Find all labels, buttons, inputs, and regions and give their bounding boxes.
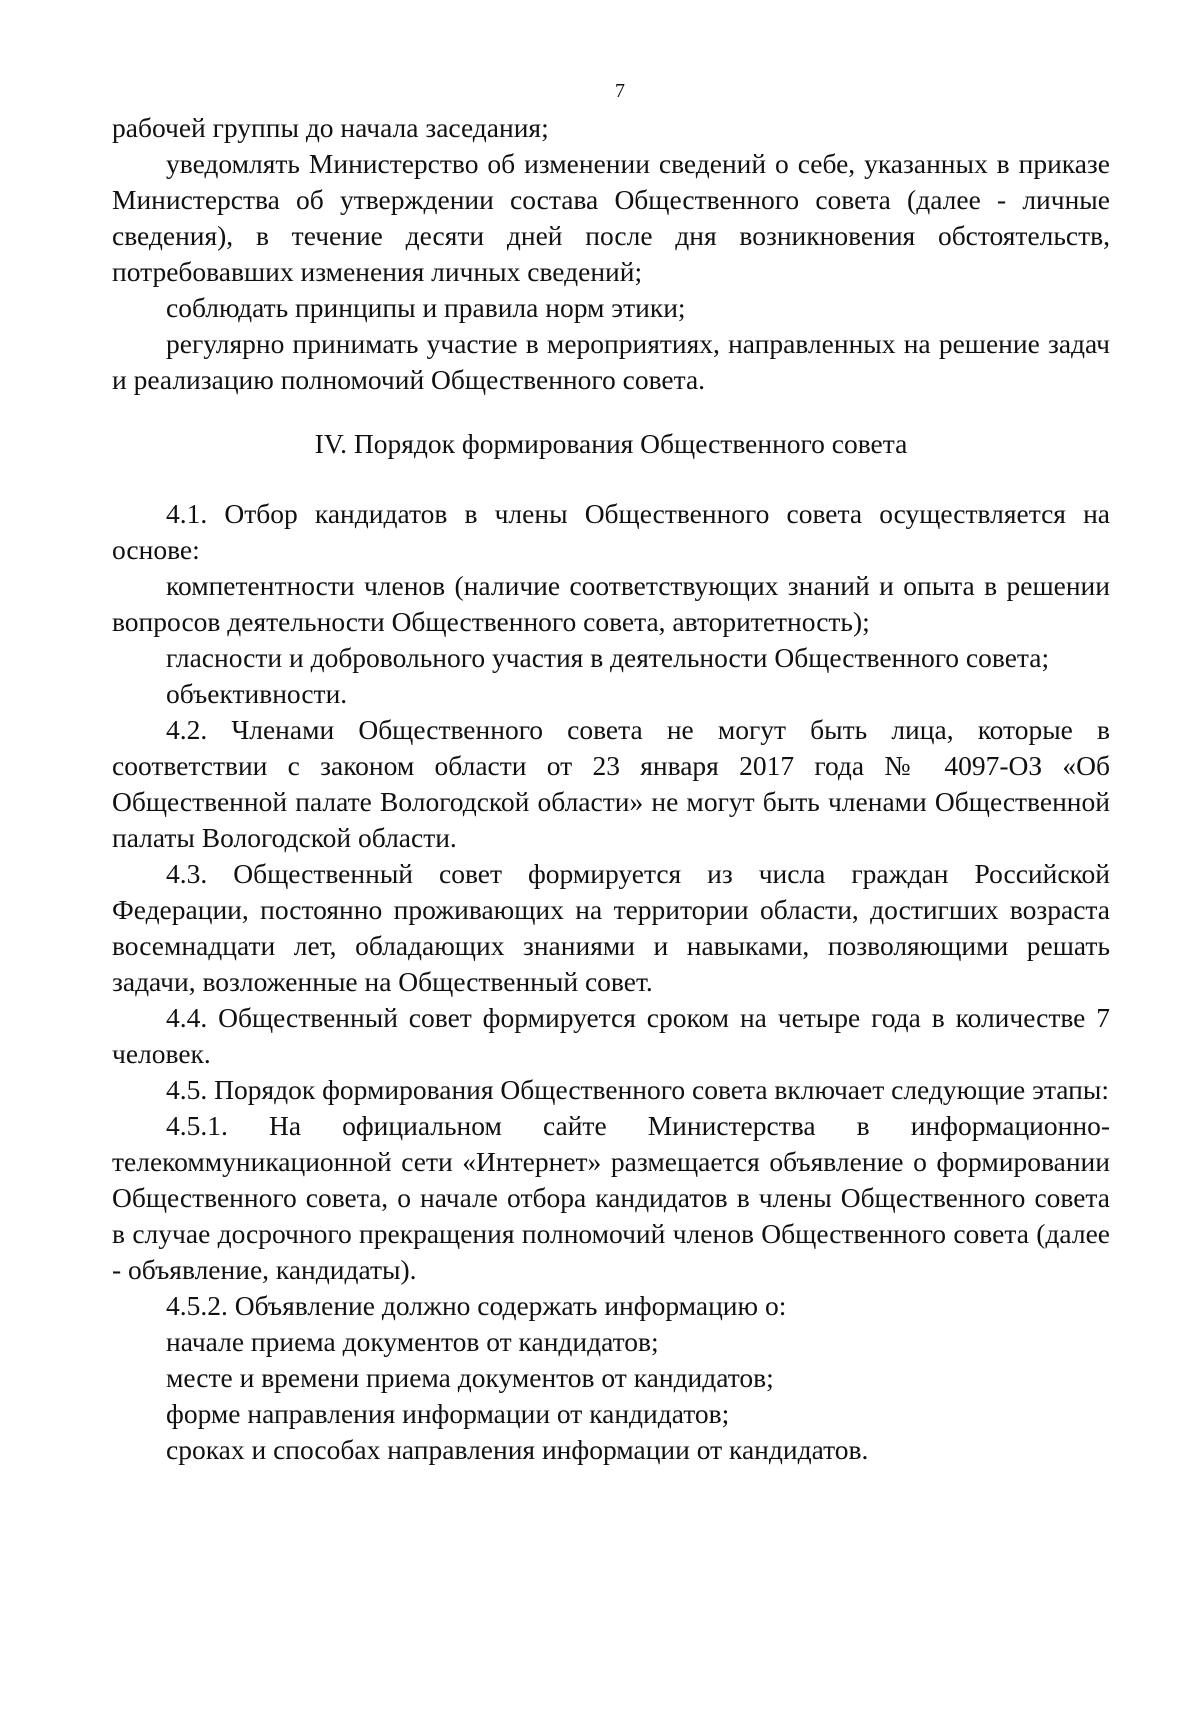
paragraph-4-3: 4.3. Общественный совет формируется из числа граждан Российской Федерации, постоянно проживающих на территории области, достигших возраста восемнадцати лет, обладающих знаниями и навыками, позволяющими решать задачи, возложенные на Общественный совет. (112, 858, 1110, 997)
paragraph-4-5-2-item-2: месте и времени приема документов от кандидатов; (166, 1362, 774, 1393)
paragraph-iii-tail-3: соблюдать принципы и правила норм этики; (166, 292, 686, 323)
paragraph-4-1-item-1: компетентности членов (наличие соответствующих знаний и опыта в решении вопросов деятельности Общественного совета, авторитетность); (112, 570, 1110, 637)
paragraph-4-1-item-3: объективности. (166, 678, 348, 709)
paragraph-4-5-2-item-1: начале приема документов от кандидатов; (166, 1326, 659, 1357)
paragraph-4-5-2: 4.5.2. Объявление должно содержать информацию о: (166, 1290, 787, 1321)
paragraph-4-1-item-2: гласности и добровольного участия в деятельности Общественного совета; (166, 642, 1050, 673)
paragraph-4-5-2-item-3: форме направления информации от кандидатов; (166, 1398, 730, 1429)
paragraph-iii-tail-1: рабочей группы до начала заседания; (112, 112, 549, 143)
page-number: 7 (615, 80, 625, 102)
paragraph-4-1: 4.1. Отбор кандидатов в члены Общественного совета осуществляется на основе: (112, 498, 1110, 565)
paragraph-iii-tail-4: регулярно принимать участие в мероприятиях, направленных на решение задач и реализацию полномочий Общественного совета. (112, 328, 1110, 395)
section-heading: IV. Порядок формирования Общественного совета (314, 428, 908, 459)
paragraph-4-5-2-item-4: сроках и способах направления информации от кандидатов. (166, 1434, 869, 1465)
paragraph-4-5-1: 4.5.1. На официальном сайте Министерства в информационно-телекоммуникационной сети «Интернет» размещается объявление о формировании Общественного совета, о начале отбора кандидатов в члены Общественного совета в случае досрочного прекращения полномочий членов Общественного совета (далее - объявление, кандидаты). (112, 1110, 1110, 1285)
paragraph-4-2: 4.2. Членами Общественного совета не могут быть лица, которые в соответствии с законом области от 23 января 2017 года № 4097-ОЗ «Об Общественной палате Вологодской области» не могут быть членами Общественной палаты Вологодской области. (112, 714, 1110, 853)
paragraph-4-4: 4.4. Общественный совет формируется сроком на четыре года в количестве 7 человек. (112, 1002, 1110, 1069)
paragraph-4-5: 4.5. Порядок формирования Общественного совета включает следующие этапы: (166, 1074, 1109, 1105)
paragraph-iii-tail-2: уведомлять Министерство об изменении сведений о себе, указанных в приказе Министерства об утверждении состава Общественного совета (далее - личные сведения), в течение десяти дней после дня возникновения обстоятельств, потребовавших изменения личных сведений; (112, 148, 1110, 287)
